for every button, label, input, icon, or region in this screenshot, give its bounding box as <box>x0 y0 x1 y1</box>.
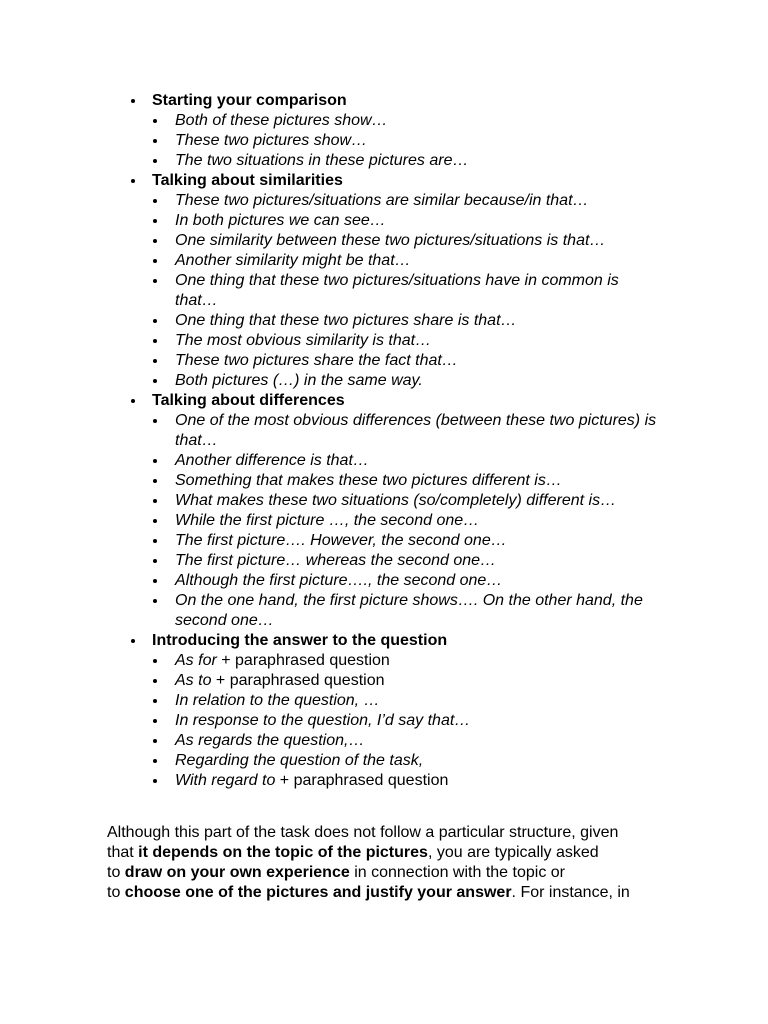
paragraph-text: . For instance, in <box>511 884 630 901</box>
list-item <box>0 731 768 751</box>
list-item <box>0 371 768 391</box>
list-item <box>0 651 768 671</box>
paragraph-bold-text: draw on your own experience <box>124 864 350 881</box>
phrase-list <box>0 91 768 791</box>
paragraph-line-1 <box>107 823 667 843</box>
list-item <box>0 551 768 571</box>
list-item <box>0 591 768 631</box>
phrase-italic: What makes these two situations (so/completely) different is… <box>175 492 617 509</box>
phrase-italic: Both of these pictures show… <box>175 112 388 129</box>
phrase-italic: As regards the question,… <box>175 732 365 749</box>
paragraph-text: in connection with the topic or <box>349 864 565 881</box>
phrase-italic: Both pictures (…) in the same way. <box>175 372 423 389</box>
phrase-plain: + paraphrased question <box>216 652 390 669</box>
phrase-italic: The two situations in these pictures are… <box>175 152 469 169</box>
list-item <box>0 191 768 211</box>
phrase-italic: While the first picture …, the second one… <box>175 512 480 529</box>
list-item <box>0 311 768 331</box>
phrase-italic: On the one hand, the first picture shows…. On the other hand, the second one… <box>175 592 643 629</box>
list-item <box>0 511 768 531</box>
phrase-italic: In relation to the question, … <box>175 692 380 709</box>
phrase-sublist <box>0 651 768 791</box>
section-heading: Talking about similarities <box>0 171 768 191</box>
list-item <box>0 691 768 711</box>
list-item <box>0 751 768 771</box>
paragraph-line-4 <box>107 883 667 903</box>
phrase-sublist <box>0 411 768 631</box>
body-paragraph <box>107 823 667 903</box>
list-item <box>0 491 768 511</box>
paragraph-bold-text: it depends on the topic of the pictures <box>138 844 428 861</box>
list-item <box>0 531 768 551</box>
phrase-italic: Another difference is that… <box>175 452 369 469</box>
section-heading: Introducing the answer to the question <box>0 631 768 651</box>
list-item <box>0 231 768 251</box>
phrase-italic: Another similarity might be that… <box>175 252 411 269</box>
phrase-italic: As to <box>175 672 212 689</box>
section-heading: Talking about differences <box>0 391 768 411</box>
paragraph-text: to <box>107 864 125 881</box>
list-item <box>0 411 768 451</box>
list-item <box>0 131 768 151</box>
phrase-italic: These two pictures show… <box>175 132 368 149</box>
phrase-italic: As for <box>175 652 217 669</box>
section-1 <box>0 171 768 391</box>
paragraph-text: that <box>107 844 139 861</box>
phrase-italic: The first picture… whereas the second one… <box>175 552 497 569</box>
phrase-italic: In both pictures we can see… <box>175 212 386 229</box>
phrase-italic: One thing that these two pictures/situations have in common is that… <box>175 272 619 309</box>
list-item <box>0 331 768 351</box>
phrase-italic: The most obvious similarity is that… <box>175 332 432 349</box>
list-item <box>0 671 768 691</box>
list-item <box>0 771 768 791</box>
list-item <box>0 251 768 271</box>
list-item <box>0 571 768 591</box>
phrase-italic: Although the first picture…., the second one… <box>175 572 503 589</box>
paragraph-line-3 <box>107 863 667 883</box>
paragraph-text: , you are typically asked <box>427 844 599 861</box>
paragraph-text: Although this part of the task does not follow a particular structure, given <box>107 824 619 841</box>
list-item <box>0 711 768 731</box>
phrase-italic: The first picture…. However, the second one… <box>175 532 507 549</box>
list-item <box>0 211 768 231</box>
paragraph-bold-text: choose one of the pictures and justify your answer <box>124 884 512 901</box>
phrase-sublist <box>0 111 768 171</box>
section-3 <box>0 631 768 791</box>
phrase-italic: In response to the question, I’d say that… <box>175 712 471 729</box>
phrase-italic: Something that makes these two pictures different is… <box>175 472 562 489</box>
phrase-italic: One of the most obvious differences (between these two pictures) is that… <box>175 412 657 449</box>
list-item <box>0 111 768 131</box>
phrase-plain: + paraphrased question <box>275 772 449 789</box>
paragraph-text: to <box>107 884 125 901</box>
phrase-italic: These two pictures/situations are similar because/in that… <box>175 192 589 209</box>
phrase-italic: With regard to <box>175 772 276 789</box>
phrase-italic: One similarity between these two pictures/situations is that… <box>175 232 606 249</box>
section-2 <box>0 391 768 631</box>
list-item <box>0 451 768 471</box>
list-item <box>0 151 768 171</box>
list-item <box>0 271 768 311</box>
paragraph-line-2 <box>107 843 667 863</box>
list-item <box>0 351 768 371</box>
section-0 <box>0 91 768 171</box>
section-heading: Starting your comparison <box>0 91 768 111</box>
phrase-italic: One thing that these two pictures share is that… <box>175 312 517 329</box>
phrase-sublist <box>0 191 768 391</box>
phrase-italic: Regarding the question of the task, <box>175 752 424 769</box>
phrase-italic: These two pictures share the fact that… <box>175 352 458 369</box>
phrase-plain: + paraphrased question <box>211 672 385 689</box>
list-item <box>0 471 768 491</box>
